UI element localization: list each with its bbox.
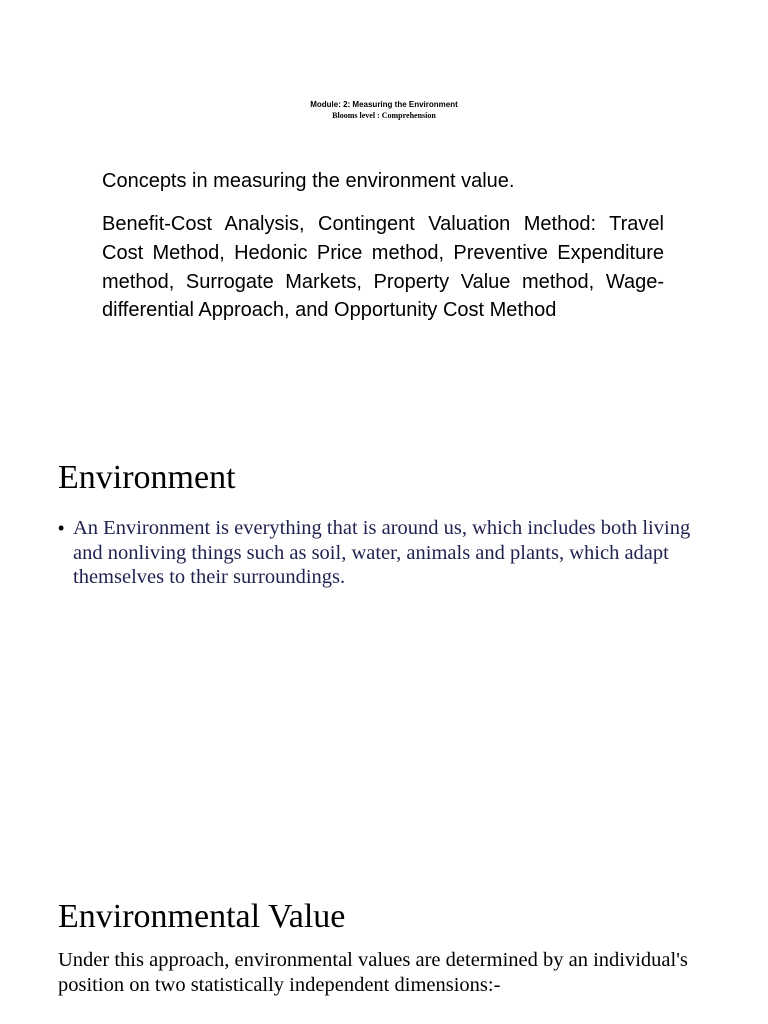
environment-definition: An Environment is everything that is around us, which includes both living and nonliving things such as soil, water, animals and plants, which adapt themselves to their surroundings. [73,517,691,588]
module-header [0,100,768,122]
module-title: Module: 2: Measuring the Environment [310,100,458,109]
environmental-value-heading: Environmental Value [58,898,346,935]
concepts-body: Benefit-Cost Analysis, Contingent Valuation Method: Travel Cost Method, Hedonic Price method, Preventive Expenditure method, Surrogate Markets, Property Value method, Wage-differential Approach, and Opportunity Cost Method [102,213,664,322]
environment-heading: Environment [58,459,236,496]
environmental-value-text: Under this approach, environmental values are determined by an individual's position on two statistically independent dimensions:- [58,949,688,996]
concepts-title: Concepts in measuring the environment value. [102,170,515,192]
environment-bullet-item [58,516,698,590]
bullet-marker: • [58,518,65,538]
blooms-level: Blooms level : Comprehension [332,111,436,120]
